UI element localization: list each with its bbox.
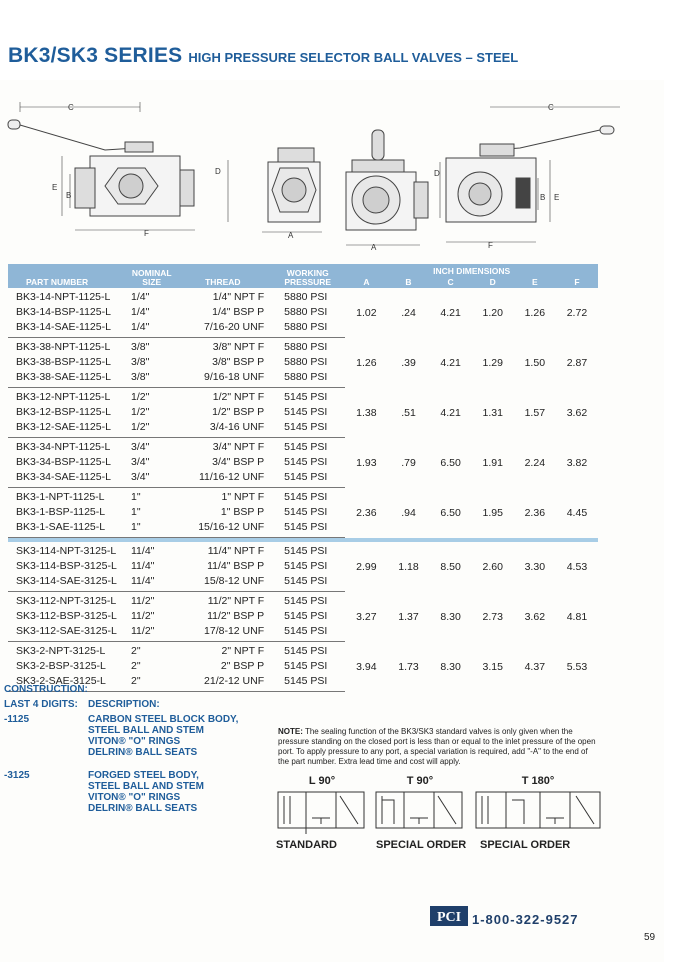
part-number: SK3-112-NPT-3125-L [16, 595, 117, 607]
part-number: BK3-1-NPT-1125-L [16, 491, 105, 503]
dim-c: 8.30 [440, 661, 461, 673]
dim-f: 5.53 [566, 661, 588, 673]
dim-label-f: F [144, 229, 149, 238]
valve-front-view [215, 148, 322, 240]
dim-e: 1.26 [524, 307, 546, 320]
construction-code: -3125 [4, 770, 30, 781]
description-line: FORGED STEEL BODY, [88, 770, 199, 781]
nominal-size: 11/2" [131, 610, 155, 622]
table-group [8, 488, 598, 538]
col-d: D [472, 277, 514, 288]
part-number: BK3-38-NPT-1125-L [16, 341, 111, 353]
description-line: CARBON STEEL BLOCK BODY, [88, 714, 239, 725]
col-a: A [345, 277, 387, 288]
thread: 7/16-20 UNF [176, 320, 271, 338]
dim-d: 2.73 [482, 611, 503, 623]
nominal-size: 1/4" [128, 320, 176, 338]
nominal-size: 1" [131, 506, 141, 518]
nominal-size: 3/4" [131, 441, 150, 453]
thread: 3/4" BSP P [212, 456, 265, 468]
working-pressure: 5880 PSI [284, 306, 328, 318]
thread: 1/4" NPT F [212, 291, 265, 303]
working-pressure: 5145 PSI [284, 645, 328, 657]
dim-d: 2.60 [482, 561, 503, 574]
dim-f: 4.53 [566, 561, 588, 574]
thread: 11/2" NPT F [207, 595, 265, 607]
valve-top-view [346, 130, 428, 245]
diagram-title-t180: T 180° [521, 775, 555, 787]
part-number: SK3-112-BSP-3125-L [16, 610, 117, 622]
note-label: NOTE: [278, 727, 303, 736]
nominal-size: 1/2" [128, 420, 176, 438]
dim-a: 3.94 [356, 661, 377, 673]
part-number: SK3-112-SAE-3125-L [8, 624, 128, 642]
working-pressure: 5880 PSI [270, 370, 345, 388]
construction-section [4, 684, 239, 816]
description-line: VITON® "O" RINGS [88, 736, 181, 747]
note-paragraph [278, 727, 598, 767]
working-pressure: 5145 PSI [270, 624, 345, 642]
col-inch-dimensions: INCH DIMENSIONS [345, 264, 598, 277]
thread: 1/2" NPT F [212, 391, 265, 403]
dim-a: 3.27 [356, 611, 377, 623]
diagram-l90 [278, 792, 364, 834]
dim-f: 4.45 [566, 507, 588, 519]
dim-b: 1.73 [398, 661, 419, 673]
table-group [8, 388, 598, 438]
dim-e: 1.57 [524, 407, 546, 419]
col-working-pressure: WORKING PRESSURE [270, 264, 345, 288]
working-pressure: 5145 PSI [270, 674, 345, 692]
nominal-size: 1/2" [131, 406, 150, 418]
thread: 1" NPT F [221, 491, 265, 503]
nominal-size: 11/2" [131, 595, 155, 607]
col-part-number: PART NUMBER [8, 264, 128, 288]
dim-a: 1.38 [356, 407, 377, 419]
working-pressure: 5145 PSI [284, 391, 328, 403]
thread: 3/4-16 UNF [176, 420, 271, 438]
dim-label-c: C [68, 103, 74, 112]
construction-item [4, 770, 204, 816]
nominal-size: 1/4" [131, 291, 150, 303]
diagram-t180 [476, 792, 600, 828]
thread: 17/8-12 UNF [176, 624, 271, 642]
valve-side-view-2 [440, 103, 620, 242]
dim-b: .94 [401, 507, 416, 519]
thread: 3/8" NPT F [212, 341, 265, 353]
dim-e: 1.50 [524, 357, 546, 369]
valve-technical-drawings [0, 90, 682, 260]
working-pressure: 5145 PSI [284, 660, 328, 672]
dim-a: 2.36 [356, 507, 377, 519]
thread: 15/8-12 UNF [176, 574, 271, 592]
dim-label-e: E [52, 183, 58, 192]
part-number: BK3-34-NPT-1125-L [16, 441, 111, 453]
thread: 2" NPT F [221, 645, 265, 657]
nominal-size: 2" [131, 645, 141, 657]
dim-b: .24 [401, 307, 416, 320]
diagram-title-l90: L 90° [308, 775, 336, 787]
part-number: BK3-38-BSP-1125-L [16, 356, 111, 368]
col-c: C [430, 277, 472, 288]
part-number: SK3-2-NPT-3125-L [16, 645, 106, 657]
part-number: BK3-12-BSP-1125-L [16, 406, 111, 418]
table-header [8, 264, 598, 288]
dim-c: 6.50 [440, 457, 461, 469]
table-row [8, 288, 598, 305]
working-pressure: 5880 PSI [284, 356, 328, 368]
part-number: BK3-1-BSP-1125-L [16, 506, 106, 518]
working-pressure: 5145 PSI [284, 441, 328, 453]
dim-label-c-right: C [548, 103, 554, 112]
part-number: SK3-2-BSP-3125-L [16, 660, 106, 672]
dim-c: 4.21 [440, 357, 461, 369]
nominal-size: 1" [128, 520, 176, 538]
thread: 1/2" BSP P [212, 406, 265, 418]
table-group [8, 288, 598, 338]
part-number: SK3-114-NPT-3125-L [16, 545, 117, 557]
working-pressure: 5145 PSI [284, 545, 328, 557]
dim-f: 3.82 [566, 457, 588, 469]
table-group [8, 438, 598, 488]
dim-a: 2.99 [356, 561, 377, 574]
working-pressure: 5880 PSI [284, 341, 328, 353]
col-nominal-size: NOMINAL SIZE [128, 264, 176, 288]
flow-diagrams [270, 772, 610, 862]
dim-f: 3.62 [566, 407, 588, 419]
nominal-size: 11/4" [128, 574, 176, 592]
table-group [8, 592, 598, 642]
dim-c: 6.50 [440, 507, 461, 519]
thread: 2" BSP P [220, 660, 265, 672]
thread: 15/16-12 UNF [176, 520, 271, 538]
pci-logo [430, 904, 470, 933]
dim-label-a: A [288, 231, 294, 240]
thread: 3/4" NPT F [212, 441, 265, 453]
working-pressure: 5145 PSI [284, 595, 328, 607]
construction-item [4, 714, 239, 760]
nominal-size: 1/4" [131, 306, 150, 318]
dim-label-b: B [66, 191, 72, 200]
thread: 9/16-18 UNF [176, 370, 271, 388]
dim-e: 2.24 [524, 457, 546, 469]
part-number: SK3-114-BSP-3125-L [16, 560, 117, 572]
description-header: DESCRIPTION: [88, 699, 160, 710]
series-title: BK3/SK3 SERIES [8, 44, 183, 67]
col-f: F [556, 277, 598, 288]
nominal-size: 11/4" [131, 545, 155, 557]
part-number: BK3-12-NPT-1125-L [16, 391, 111, 403]
dim-label-a-top: A [371, 243, 377, 252]
dim-e: 3.62 [524, 611, 546, 623]
dim-b: 1.18 [398, 561, 419, 574]
part-number: SK3-114-SAE-3125-L [8, 574, 128, 592]
working-pressure: 5145 PSI [284, 491, 328, 503]
dim-a: 1.02 [356, 307, 377, 320]
nominal-size: 3/8" [128, 370, 176, 388]
nominal-size: 11/2" [128, 624, 176, 642]
thread: 3/8" BSP P [212, 356, 265, 368]
table-group [8, 542, 598, 592]
nominal-size: 2" [131, 660, 141, 672]
description-line: VITON® "O" RINGS [88, 792, 181, 803]
nominal-size: 2" [128, 674, 176, 692]
dim-c: 4.21 [440, 307, 461, 320]
dim-a: 1.93 [356, 457, 377, 469]
diagram-t90 [376, 792, 462, 828]
part-number: BK3-14-NPT-1125-L [16, 291, 111, 303]
working-pressure: 5145 PSI [270, 470, 345, 488]
table-row [8, 338, 598, 356]
dim-f: 4.81 [566, 611, 588, 623]
table-row [8, 592, 598, 610]
thread: 1/4" BSP P [212, 306, 265, 318]
dim-b: .39 [401, 357, 416, 369]
dim-label-d-right: D [434, 169, 440, 178]
part-number: BK3-14-SAE-1125-L [8, 320, 128, 338]
logo-text: PCI [436, 910, 462, 925]
phone-number: 1-800-322-9527 [472, 912, 579, 927]
specification-table [8, 264, 598, 692]
part-number: BK3-1-SAE-1125-L [8, 520, 128, 538]
nominal-size: 3/4" [131, 456, 150, 468]
working-pressure: 5145 PSI [284, 456, 328, 468]
last-digits-header: LAST 4 DIGITS: [4, 699, 78, 710]
nominal-size: 1" [131, 491, 141, 503]
dim-c: 8.50 [440, 561, 461, 574]
thread: 11/4" NPT F [207, 545, 265, 557]
diagram-title-t90: T 90° [406, 775, 434, 787]
table-row [8, 438, 598, 456]
dim-label-b-right: B [540, 193, 546, 202]
nominal-size: 11/4" [131, 560, 155, 572]
thread: 11/4" BSP P [207, 560, 265, 572]
series-subtitle: HIGH PRESSURE SELECTOR BALL VALVES – STEEL [188, 50, 519, 65]
part-number: BK3-38-SAE-1125-L [8, 370, 128, 388]
dim-c: 8.30 [440, 611, 461, 623]
description-line: DELRIN® BALL SEATS [88, 747, 198, 758]
dim-f: 2.87 [566, 357, 588, 369]
col-e: E [514, 277, 556, 288]
description-line: STEEL BALL AND STEM [88, 725, 204, 736]
dim-c: 4.21 [440, 407, 461, 419]
working-pressure: 5145 PSI [284, 610, 328, 622]
table-row [8, 642, 598, 660]
thread: 1" BSP P [220, 506, 265, 518]
table-row [8, 488, 598, 506]
dim-d: 1.91 [482, 457, 503, 469]
working-pressure: 5145 PSI [270, 574, 345, 592]
working-pressure: 5145 PSI [284, 560, 328, 572]
col-thread: THREAD [176, 264, 271, 288]
part-number: SK3-2-SAE-3125-L [8, 674, 128, 692]
dim-b: .79 [401, 457, 416, 469]
dim-label-f-right: F [488, 241, 493, 250]
description-line: DELRIN® BALL SEATS [88, 803, 198, 814]
diagram-caption-standard: STANDARD [276, 839, 337, 851]
nominal-size: 3/4" [128, 470, 176, 488]
table-group [8, 338, 598, 388]
col-b: B [387, 277, 429, 288]
diagram-caption-special-1: SPECIAL ORDER [376, 839, 467, 851]
working-pressure: 5145 PSI [284, 406, 328, 418]
diagram-caption-special-2: SPECIAL ORDER [480, 839, 571, 851]
working-pressure: 5880 PSI [284, 291, 328, 303]
dim-a: 1.26 [356, 357, 377, 369]
working-pressure: 5145 PSI [270, 420, 345, 438]
working-pressure: 5880 PSI [270, 320, 345, 338]
dim-b: .51 [401, 407, 416, 419]
title-bar [0, 0, 682, 80]
dim-d: 1.29 [482, 357, 503, 369]
dim-label-d: D [215, 167, 221, 176]
note-text: The sealing function of the BK3/SK3 standard valves is only given when the pressure standing on the closed port is less than or equal to the inlet pressure of the open port. To apply pressure to any port, a special variation is required, add "-A" to the end of the part number. Extra lead time and cost will apply. [278, 727, 596, 766]
dim-d: 1.20 [482, 307, 503, 320]
dim-e: 2.36 [524, 507, 546, 519]
valve-side-view-1 [8, 102, 195, 238]
dim-d: 1.95 [482, 507, 503, 519]
thread: 21/2-12 UNF [176, 674, 271, 692]
nominal-size: 1/2" [131, 391, 150, 403]
part-number: BK3-14-BSP-1125-L [16, 306, 111, 318]
table-row [8, 542, 598, 559]
part-number: BK3-12-SAE-1125-L [8, 420, 128, 438]
page-number: 59 [644, 932, 656, 943]
part-number: BK3-34-BSP-1125-L [16, 456, 111, 468]
part-number: BK3-34-SAE-1125-L [8, 470, 128, 488]
dim-label-e-right: E [554, 193, 560, 202]
nominal-size: 3/8" [131, 341, 150, 353]
working-pressure: 5145 PSI [270, 520, 345, 538]
dim-e: 3.30 [524, 561, 546, 574]
construction-code: -1125 [4, 714, 30, 725]
construction-label: CONSTRUCTION: [4, 684, 88, 695]
description-line: STEEL BALL AND STEM [88, 781, 204, 792]
dim-e: 4.37 [524, 661, 546, 673]
page-title [8, 44, 518, 68]
dim-f: 2.72 [566, 307, 588, 320]
thread: 11/16-12 UNF [176, 470, 271, 488]
dim-b: 1.37 [398, 611, 419, 623]
nominal-size: 3/8" [131, 356, 150, 368]
working-pressure: 5145 PSI [284, 506, 328, 518]
table-row [8, 388, 598, 406]
table-group [8, 642, 598, 692]
dim-d: 1.31 [482, 407, 503, 419]
dim-d: 3.15 [482, 661, 503, 673]
thread: 11/2" BSP P [207, 610, 265, 622]
